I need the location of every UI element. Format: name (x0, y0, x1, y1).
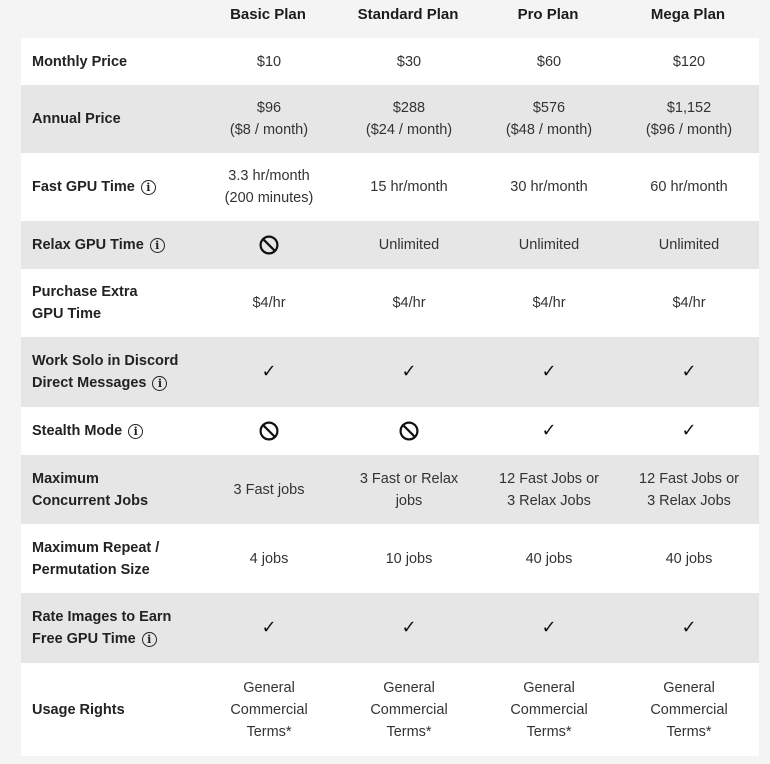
plan-header-mega: Mega Plan (650, 6, 726, 23)
cell-basic (199, 337, 339, 407)
row-usage-rights (21, 663, 759, 756)
cell-basic: General Commercial Terms* (230, 679, 308, 740)
plan-header-basic: Basic Plan (230, 6, 306, 23)
cell-standard (339, 337, 479, 407)
cell-basic: 3 Fast jobs (233, 481, 305, 498)
row-label: Usage Rights (32, 701, 125, 718)
cell-mega (619, 593, 759, 663)
checkmark-icon: ✓ (261, 361, 277, 382)
prohibited-icon (259, 235, 279, 255)
prohibited-icon (259, 421, 279, 441)
row-rate-images (21, 593, 759, 663)
row-label (21, 337, 199, 407)
prohibited-icon (399, 421, 419, 441)
row-label (21, 221, 199, 269)
info-icon[interactable]: i (152, 376, 167, 391)
checkmark-icon: ✓ (681, 420, 697, 441)
row-extra-gpu-time (21, 269, 759, 337)
row-label-text: Relax GPU Time (32, 237, 144, 253)
row-fast-gpu-time (21, 153, 759, 221)
cell-mega: $120 (672, 53, 706, 70)
cell-standard (339, 407, 479, 455)
cell-pro: 30 hr/month (510, 179, 588, 195)
row-label: Annual Price (32, 111, 121, 127)
cell-standard: $4/hr (392, 295, 426, 311)
checkmark-icon: ✓ (541, 617, 557, 638)
cell-mega (619, 337, 759, 407)
checkmark-icon: ✓ (681, 361, 697, 382)
cell-mega: $1,152 ($96 / month) (645, 100, 733, 138)
cell-mega: $4/hr (672, 295, 706, 311)
row-work-solo (21, 337, 759, 407)
comparison-table (21, 38, 759, 756)
row-label-text-main: Work Solo in Discord Direct Messages (32, 353, 179, 391)
row-label-text (32, 350, 178, 394)
plan-header-standard: Standard Plan (357, 6, 459, 23)
cell-basic: $10 (256, 53, 282, 70)
row-label (21, 593, 199, 663)
cell-mega: 40 jobs (665, 550, 713, 567)
cell-mega: General Commercial Terms* (650, 679, 728, 740)
cell-basic (199, 221, 339, 269)
cell-basic (199, 407, 339, 455)
cell-basic: 4 jobs (249, 550, 289, 567)
checkmark-icon: ✓ (541, 420, 557, 441)
row-annual-price (21, 85, 759, 153)
checkmark-icon: ✓ (401, 617, 417, 638)
row-max-repeat (21, 524, 759, 593)
row-max-concurrent-jobs (21, 455, 759, 524)
cell-pro (479, 407, 619, 455)
cell-standard: Unlimited (378, 237, 440, 253)
plan-header-pro: Pro Plan (517, 6, 579, 23)
cell-basic: $96 ($8 / month) (229, 100, 309, 138)
cell-basic: 3.3 hr/month (200 minutes) (224, 168, 314, 206)
cell-pro: $4/hr (532, 295, 566, 311)
cell-pro (479, 337, 619, 407)
cell-pro (479, 593, 619, 663)
cell-mega (619, 407, 759, 455)
row-monthly-price (21, 38, 759, 85)
cell-standard: 10 jobs (385, 550, 433, 567)
cell-pro: 40 jobs (525, 550, 573, 567)
cell-standard: 15 hr/month (370, 179, 448, 195)
cell-standard: $288 ($24 / month) (365, 100, 453, 138)
cell-pro: Unlimited (518, 237, 580, 253)
cell-standard: General Commercial Terms* (370, 679, 448, 740)
row-label: Maximum Concurrent Jobs (32, 470, 149, 509)
checkmark-icon: ✓ (681, 617, 697, 638)
info-icon[interactable]: i (141, 180, 156, 195)
cell-pro: 12 Fast Jobs or 3 Relax Jobs (499, 470, 599, 509)
cell-basic: $4/hr (252, 295, 286, 311)
plan-header-row (0, 0, 770, 38)
row-label: Monthly Price (32, 53, 128, 70)
row-label: Purchase Extra GPU Time (32, 284, 138, 322)
cell-pro: $60 (536, 53, 562, 70)
row-label-text-main: Rate Images to Earn Free GPU Time (32, 609, 172, 647)
checkmark-icon: ✓ (401, 361, 417, 382)
cell-standard: 3 Fast or Relax jobs (359, 470, 459, 509)
row-label (21, 153, 199, 221)
info-icon[interactable]: i (128, 424, 143, 439)
row-label: Maximum Repeat / Permutation Size (32, 539, 160, 578)
row-label-text: Stealth Mode (32, 423, 123, 439)
cell-mega: Unlimited (658, 237, 720, 253)
row-label-text (32, 606, 171, 650)
checkmark-icon: ✓ (261, 617, 277, 638)
cell-mega: 60 hr/month (650, 179, 728, 195)
row-label (21, 407, 199, 455)
row-label-text: Fast GPU Time (32, 179, 135, 195)
checkmark-icon: ✓ (541, 361, 557, 382)
cell-standard (339, 593, 479, 663)
cell-pro: General Commercial Terms* (510, 679, 588, 740)
info-icon[interactable]: i (142, 632, 157, 647)
row-stealth-mode (21, 407, 759, 455)
cell-standard: $30 (396, 53, 422, 70)
info-icon[interactable]: i (150, 238, 165, 253)
cell-basic (199, 593, 339, 663)
cell-pro: $576 ($48 / month) (505, 100, 593, 138)
cell-mega: 12 Fast Jobs or 3 Relax Jobs (639, 470, 739, 509)
row-relax-gpu-time (21, 221, 759, 269)
